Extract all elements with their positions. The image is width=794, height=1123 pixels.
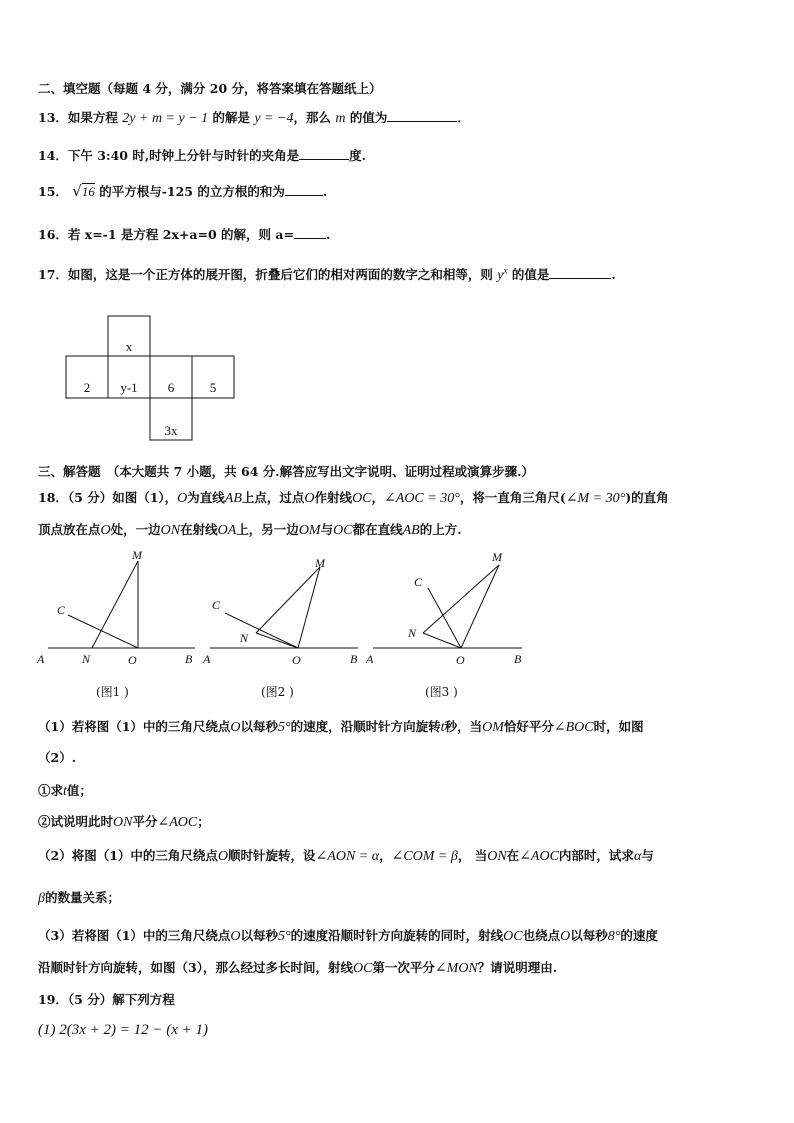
answer-blank[interactable]: [285, 183, 323, 196]
figure-3-caption: (图3 ): [425, 685, 458, 699]
point-label: M: [315, 556, 325, 570]
point-label: C: [57, 603, 66, 617]
question-19-title: 19．（5 分）解下列方程: [38, 992, 175, 1007]
part-3: （3）若将图（1）中的三角尺绕点O以每秒5°的速度沿顺时针方向旋转的同时，射线OC也绕点O以每秒8°的速度: [38, 928, 658, 944]
ray-OC: [428, 588, 461, 648]
question-19-equation: (1) 2(3x + 2) = 12 − (x + 1): [38, 1022, 209, 1038]
part-1-sub-2: ②试说明此时ON平分∠AOC；: [38, 814, 210, 830]
point-label: O: [128, 653, 137, 667]
answer-blank[interactable]: [294, 226, 326, 239]
figure-2-caption: (图2 ): [261, 685, 294, 699]
solution: y = −4: [254, 111, 294, 126]
point-label: O: [456, 653, 465, 667]
net-label: 2: [83, 380, 91, 395]
answer-blank[interactable]: [387, 109, 457, 122]
question-13: 13．如果方程 2y + m = y − 1 的解是 y = −4，那么 m 的值为 ．: [38, 110, 470, 126]
point-label: A: [203, 652, 211, 666]
part-1-figure-ref: （2）.: [38, 750, 77, 765]
point-label: O: [292, 653, 301, 667]
point-label: N: [408, 626, 417, 640]
question-14: 14．下午 3:40 时,时钟上分针与时针的夹角是 度.: [38, 148, 367, 163]
point-label: B: [350, 652, 358, 666]
point-label: A: [366, 652, 374, 666]
net-label-top: x: [125, 339, 133, 354]
net-label: y-1: [120, 380, 138, 395]
ray-NM: [256, 567, 320, 633]
question-18-line-2: 顶点放在点O处，一边ON在射线OA上，另一边OM与OC都在直线AB的上方.: [38, 522, 462, 538]
part-2: （2）将图（1）中的三角尺绕点O顺时针旋转，设∠AON = α，∠COM = β， 当ON在∠AOC内部时，试求α与: [38, 848, 654, 864]
answer-blank[interactable]: [549, 266, 611, 279]
section-2-title: 二、填空题（每题 4 分，满分 20 分，将答案填在答题纸上）: [38, 81, 382, 96]
net-label: 6: [167, 380, 175, 395]
point-label: M: [132, 548, 142, 562]
section-3-title: 三、解答题 （本大题共 7 小题，共 64 分.解答应写出文字说明、证明过程或演算步骤.）: [38, 464, 534, 479]
point-label: B: [514, 652, 522, 666]
part-3-cont: 沿顺时针方向旋转，如图（3），那么经过多长时间，射线OC第一次平分∠MON？请说明理由.: [38, 960, 558, 976]
ray-OC: [225, 613, 298, 648]
question-17: 17．如图，这是一个正方体的展开图，折叠后它们的相对两面的数字之和相等，则 $y^x$ 的值是 .: [38, 265, 616, 283]
power-expression: $y^x$: [497, 265, 508, 283]
net-label: 5: [209, 380, 217, 395]
figure-1-caption: (图1 ): [96, 685, 129, 699]
rotation-figures: [30, 545, 540, 675]
point-label: C: [212, 598, 221, 612]
ray-ON: [256, 633, 298, 648]
net-label-bottom: 3x: [164, 423, 178, 438]
part-1: （1）若将图（1）中的三角尺绕点O以每秒5°的速度，沿顺时针方向旋转t秒，当OM恰好平分∠BOC时，如图: [38, 719, 644, 735]
ray-OM: [298, 567, 320, 648]
ray-OC: [68, 615, 138, 648]
question-15: 15． √16 的平方根与-125 的立方根的和为 .: [38, 182, 328, 200]
question-16: 16．若 x=-1 是方程 2x+a=0 的解，则 a= .: [38, 227, 331, 242]
ray-ON: [423, 633, 461, 648]
ray-OM: [461, 565, 499, 648]
ray-NM: [92, 561, 138, 648]
point-label: A: [37, 652, 45, 666]
sqrt-16: √16: [72, 182, 95, 200]
point-label: B: [185, 652, 193, 666]
answer-blank[interactable]: [299, 147, 349, 160]
point-label: M: [492, 550, 502, 564]
question-18-line-1: 18．（5 分）如图（1），O为直线AB上点，过点O作射线OC，∠AOC = 30°，将一直角三角尺(∠M = 30°)的直角: [38, 490, 669, 506]
point-label: N: [82, 652, 91, 666]
point-label: C: [414, 575, 423, 589]
equation: 2y + m = y − 1: [122, 111, 209, 126]
cube-net-figure: [60, 312, 250, 447]
part-2-cont: β的数量关系；: [38, 890, 120, 906]
point-label: N: [240, 631, 249, 645]
part-1-sub-1: ①求t值；: [38, 783, 92, 799]
